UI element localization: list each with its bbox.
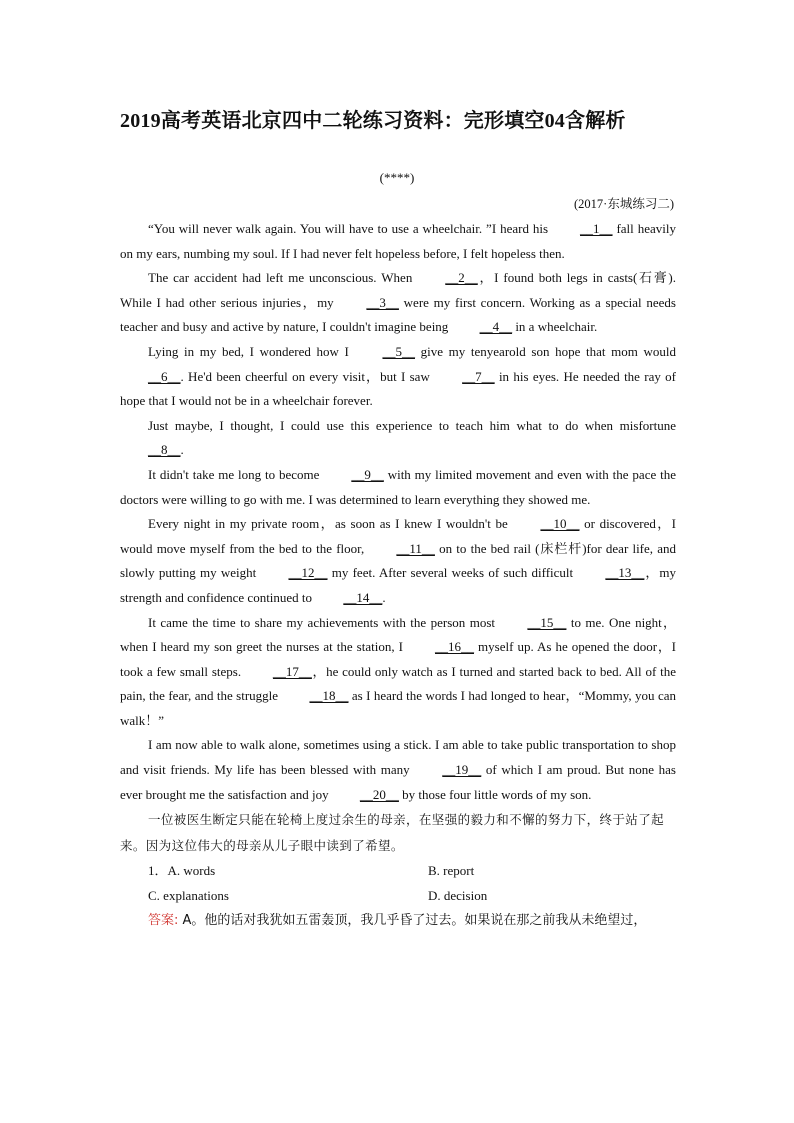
passage-text: give my tenyearold son hope that mom would — [414, 343, 676, 359]
cloze-blank[interactable]: __6__ — [148, 368, 181, 384]
passage-text: It came the time to share my achievements with the person most — [148, 614, 500, 630]
answer-label: 答案: — [148, 913, 179, 929]
passage-text: or discovered，I would move myself from the bed to the floor, — [120, 516, 677, 556]
passage-text: in a wheelchair. — [512, 319, 598, 335]
passage-text: Just maybe, I thought, I could use this experience to teach him what to do when misfortune — [148, 417, 676, 433]
question-1-options-row-2 — [120, 884, 676, 909]
cloze-blank[interactable]: __13__ — [605, 565, 645, 581]
passage-text: were my first concern. Working as a special needs teacher and busy and active by nature, I couldn't imagine being — [120, 294, 676, 335]
passage-text: myself up. As he opened the door，I took a few small steps. — [120, 639, 676, 679]
passage-text: of which I am proud. But none has ever brought me the satisfaction and joy — [120, 762, 676, 802]
difficulty-stars: (****) — [379, 170, 415, 185]
option-b: B. report — [428, 863, 475, 879]
passage-text: fall heavily on my ears, numbing my soul. If I had never felt hopeless before, I felt hopeless then. — [120, 221, 676, 261]
passage-paragraph — [120, 512, 676, 610]
passage-text: ，my strength and confidence continued to — [120, 565, 676, 605]
cloze-blank[interactable]: __1__ — [580, 221, 613, 236]
passage-text: . — [180, 442, 184, 458]
passage-text: with my limited movement and even with the pace the doctors were willing to go with me. I was determined to learn everything they showed me. — [120, 466, 676, 507]
cloze-blank[interactable]: __10__ — [540, 516, 580, 532]
passage-paragraph — [120, 217, 676, 266]
passage-text: by those four little words of my son. — [398, 786, 592, 802]
cloze-blank[interactable]: __15__ — [527, 614, 567, 630]
passage-text: Lying in my bed, I wondered how I — [148, 343, 355, 359]
cloze-blank[interactable]: __3__ — [366, 294, 399, 310]
cloze-blank[interactable]: __12__ — [288, 565, 328, 581]
passage-text: my feet. After several weeks of such difficult — [327, 565, 578, 581]
passage-text: The car accident had left me unconscious. When — [148, 270, 418, 286]
passage-text: on to the bed rail (床栏杆)for dear life, and slowly putting my weight — [120, 540, 676, 581]
question-1-options-row-1 — [120, 859, 676, 884]
cloze-passage — [120, 217, 676, 934]
passage-text: ，he could only watch as I turned and started back to bed. All of the pain, the fear, and the struggle — [120, 663, 676, 704]
cloze-blank[interactable]: __9__ — [351, 466, 384, 482]
cloze-blank[interactable]: __20__ — [359, 786, 399, 802]
cloze-blank[interactable]: __11__ — [396, 540, 435, 556]
option-d: D. decision — [428, 887, 488, 903]
answer-text: A。他的话对我犹如五雷轰顶，我几乎昏了过去。如果说在那之前我从未绝望过， — [178, 913, 647, 929]
cloze-blank[interactable]: __8__ — [148, 442, 181, 458]
passage-text: in his eyes. He needed the ray of hope that I would not be in a wheelchair forever. — [120, 368, 676, 409]
passage-text: ，I found both legs in casts(石膏). While I had other serious injuries，my — [120, 270, 676, 310]
option-c: C. explanations — [148, 887, 229, 903]
cloze-blank[interactable]: __4__ — [479, 319, 513, 335]
passage-paragraph — [120, 611, 676, 734]
passage-paragraph — [120, 733, 676, 807]
passage-text: . — [382, 589, 386, 605]
passage-text: to me. One night，when I heard my son greet the nurses at the station, I — [120, 614, 676, 655]
passage-paragraph — [120, 414, 676, 463]
passage-text: I am now able to walk alone, sometimes using a stick. I am able to take public transportation to shop and visit friends. My life has been blessed with many — [120, 737, 676, 778]
cloze-blank[interactable]: __18__ — [309, 688, 349, 704]
cloze-blank[interactable]: __2__ — [445, 270, 478, 286]
cloze-blank[interactable]: __16__ — [435, 639, 474, 655]
passage-body — [120, 217, 676, 807]
cloze-blank[interactable]: __5__ — [382, 343, 415, 359]
cloze-blank[interactable]: __7__ — [462, 368, 495, 384]
passage-text: Every night in my private room，as soon as I knew I wouldn't be — [148, 516, 513, 532]
cloze-blank[interactable]: __19__ — [442, 762, 482, 778]
cloze-blank[interactable]: __17__ — [272, 663, 312, 679]
passage-paragraph — [120, 340, 676, 414]
source-note: (2017·东城练习二) — [574, 197, 674, 211]
passage-paragraph — [120, 266, 676, 340]
chinese-summary: 一位被医生断定只能在轮椅上度过余生的母亲，在坚强的毅力和不懈的努力下，终于站了起来。因为这位伟大的母亲从儿子眼中读到了希望。 — [120, 812, 665, 854]
passage-text: “You will never walk again. You will have to use a wheelchair. ”I heard his — [148, 221, 553, 236]
answer-explanation — [120, 908, 676, 934]
passage-text: . He'd been cheerful on every visit，but I saw — [180, 368, 435, 384]
option-a: 1．A. words — [148, 863, 216, 879]
question-number: 1． — [148, 863, 168, 879]
document-title: 2019高考英语北京四中二轮练习资料：完形填空04含解析 — [120, 110, 626, 132]
passage-paragraph — [120, 463, 676, 512]
passage-text: as I heard the words I had longed to hear，“Mommy, you can walk！” — [120, 688, 676, 728]
cloze-blank[interactable]: __14__ — [343, 589, 383, 605]
passage-text: It didn't take me long to become — [148, 466, 324, 482]
